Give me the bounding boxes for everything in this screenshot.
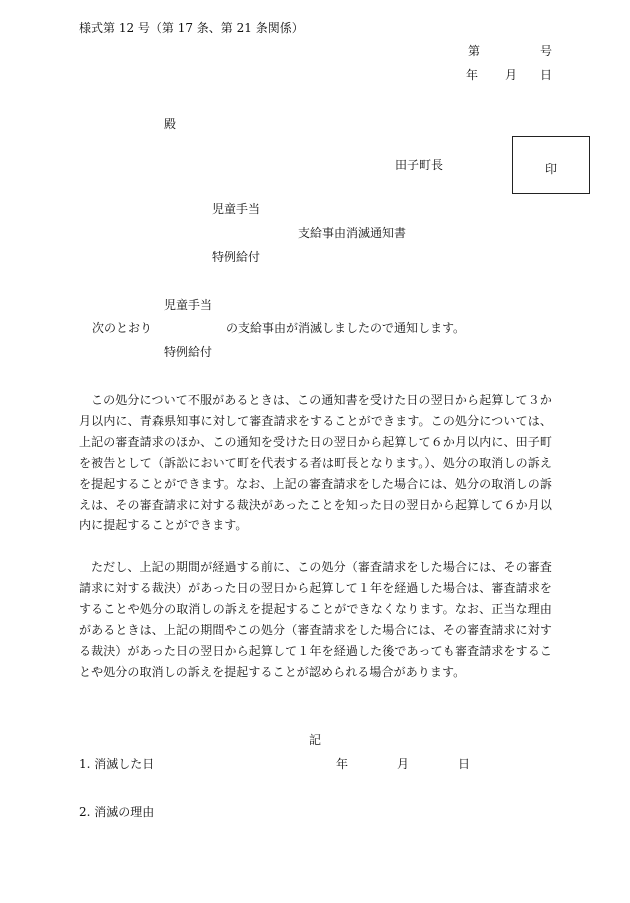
appeal-paragraph-1: この処分について不服があるときは、この通知書を受けた日の翌日から起算して３か月以内に、青森県知事に対して審査請求をすることができます。この処分については、上記の審査請求のほか、この通知を受けた日の翌日から起算して６か月以内に、田子町を被告として（訴訟において町を代表する者は町長となります。）、処分の取消しの訴えを提起することができます。なお、上記の審査請求をした場合には、処分の取消しの訴えは、その審査請求に対する裁決があったことを知った日の翌日から起算して６か月以内に提起することができます。 bbox=[79, 393, 552, 533]
notice-body: の支給事由が消滅しましたので通知します。 bbox=[226, 321, 466, 335]
issuer-title: 田子町長 bbox=[395, 158, 444, 172]
extinction-date-year: 年 bbox=[336, 757, 349, 771]
appeal-paragraph-2: ただし、上記の期間が経過する前に、この処分（審査請求をした場合には、その審査請求に対する裁決）があった日の翌日から起算して１年を経過した場合は、審査請求をすることや処分の取消しの訴えを提起することができなくなります。なお、正当な理由があるときは、上記の期間やこの処分（審査請求をした場合には、その審査請求に対する裁決）があった日の翌日から起算して１年を経過した後であっても審査請求をすることや処分の取消しの訴えを提起することが認められる場合があります。 bbox=[79, 560, 552, 679]
notice-option-special-benefit: 特例給付 bbox=[164, 345, 213, 359]
extinction-date-day: 日 bbox=[458, 757, 471, 771]
document-number-prefix: 第 bbox=[468, 44, 481, 58]
extinction-date-month: 月 bbox=[397, 757, 410, 771]
extinction-reason-label: 2. 消滅の理由 bbox=[79, 805, 155, 819]
notice-option-child-allowance: 児童手当 bbox=[164, 298, 213, 312]
record-heading: 記 bbox=[309, 733, 322, 747]
title-option-child-allowance: 児童手当 bbox=[212, 202, 261, 216]
seal-box bbox=[512, 136, 590, 194]
addressee-honorific: 殿 bbox=[164, 117, 177, 131]
notice-lead: 次のとおり bbox=[92, 321, 153, 335]
seal-label: 印 bbox=[544, 162, 557, 176]
date-year-label: 年 bbox=[466, 68, 479, 82]
extinction-date-label: 1. 消滅した日 bbox=[79, 757, 155, 771]
form-number-label: 様式第 12 号（第 17 条、第 21 条関係） bbox=[79, 21, 304, 35]
title-option-special-benefit: 特例給付 bbox=[212, 250, 261, 264]
document-title: 支給事由消滅通知書 bbox=[298, 226, 407, 240]
document-number-suffix: 号 bbox=[540, 44, 553, 58]
date-day-label: 日 bbox=[540, 68, 553, 82]
date-month-label: 月 bbox=[505, 68, 518, 82]
